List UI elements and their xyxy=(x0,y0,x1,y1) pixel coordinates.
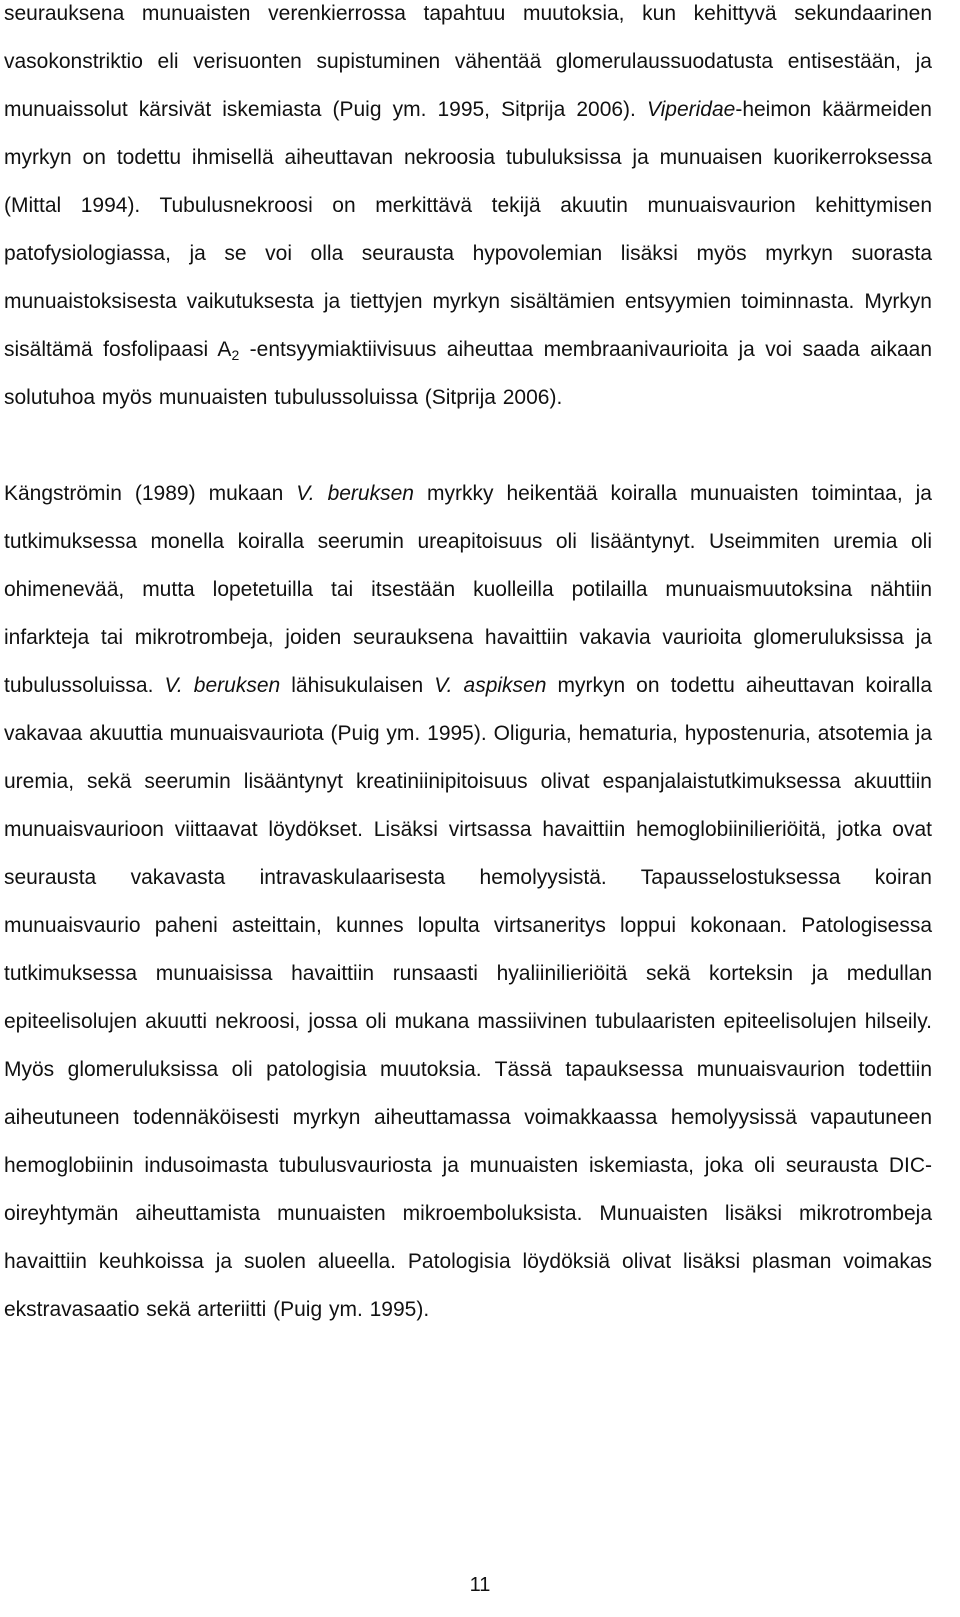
paragraph-2-text-d: myrkyn on todettu aiheuttavan koiralla vakavaa akuuttia munuaisvauriota (Puig ym. 1995). Oliguria, hematuria, hypostenuria, atsotemia ja uremia, sekä seerumin lisääntynyt kreatiniinipitoisuus olivat espanjalaistutkimuksessa akuuttiin munuaisvaurioon viittaavat löydökset. Lisäksi virtsassa havaittiin hemoglobiinilieriöitä, jotka ovat seurausta vakavasta intravaskulaarisesta hemolyysistä. Tapausselostuksessa koiran munuaisvaurio paheni asteittain, kunnes lopulta virtsaneritys loppui kokonaan. Patologisessa tutkimuksessa munuaisissa havaittiin runsaasti hyaliinilieriöitä sekä korteksin ja medullan epiteelisolujen akuutti nekroosi, jossa oli mukana massiivinen tubulaaristen epiteelisolujen hilseily. Myös glomeruluksissa oli patologisia muutoksia. Tässä tapauksessa munuaisvaurion todettiin aiheutuneen todennäköisesti myrkyn aiheuttamassa voimakkaassa hemolyysissä vapautuneen hemoglobiinin indusoimasta tubulusvauriosta ja munuaisten iskemiasta, joka oli seurausta DIC-oireyhtymän aiheuttamista munuaisten mikroemboluksista. Munuaisten lisäksi mikrotrombeja havaittiin keuhkoissa ja suolen alueella. Patologisia löydöksiä olivat lisäksi plasman voimakas ekstravasaatio sekä arteriitti (Puig ym. 1995). xyxy=(4,674,932,1321)
body-paragraph-2 xyxy=(4,470,932,1334)
document-page xyxy=(4,0,932,1334)
body-paragraph-1 xyxy=(4,0,932,422)
paragraph-1-text-b: -heimon käärmeiden myrkyn on todettu ihmisellä aiheuttavan nekroosia tubuluksissa ja munuaisen kuorikerroksessa (Mittal 1994). Tubulusnekroosi on merkittävä tekijä akuutin munuaisvaurion kehittymisen patofysiologiassa, ja se voi olla seurausta hypovolemian lisäksi myös myrkyn suorasta munuaistoksisesta vaikutuksesta ja tiettyjen myrkyn sisältämien entsyymien toiminnasta. Myrkyn sisältämä fosfolipaasi A xyxy=(4,98,932,361)
paragraph-2-text-c: lähisukulaisen xyxy=(280,674,435,697)
italic-term-v-aspiksen: V. aspiksen xyxy=(434,674,547,697)
paragraph-1-text-a: seurauksena munuaisten verenkierrossa tapahtuu muutoksia, kun kehittyvä sekundaarinen vasokonstriktio eli verisuonten supistuminen vähentää glomerulaussuodatusta entisestään, ja munuaissolut kärsivät iskemiasta (Puig ym. 1995, Sitprija 2006). xyxy=(4,2,932,121)
page-number: 11 xyxy=(469,1574,491,1596)
subscript-2: 2 xyxy=(231,347,240,363)
italic-term-v-beruksen-1: V. beruksen xyxy=(296,482,414,505)
paragraph-1-text-c: -entsyymiaktiivisuus aiheuttaa membraanivaurioita ja voi saada aikaan solutuhoa myös munuaisten tubulussoluissa (Sitprija 2006). xyxy=(4,338,933,409)
paragraph-2-text-a: Kängströmin (1989) mukaan xyxy=(4,482,297,505)
italic-term-v-beruksen-2: V. beruksen xyxy=(164,674,281,697)
paragraph-2-text-b: myrkky heikentää koiralla munuaisten toimintaa, ja tutkimuksessa monella koiralla seerumin ureapitoisuus oli lisääntynyt. Useimmiten uremia oli ohimenevää, mutta lopetetuilla tai itsestään kuolleilla potilailla munuaismuutoksina nähtiin infarkteja tai mikrotrombeja, joiden seurauksena havaittiin vakavia vaurioita glomeruluksissa ja tubulussoluissa. xyxy=(4,482,932,697)
italic-term-viperidae: Viperidae xyxy=(646,98,736,121)
